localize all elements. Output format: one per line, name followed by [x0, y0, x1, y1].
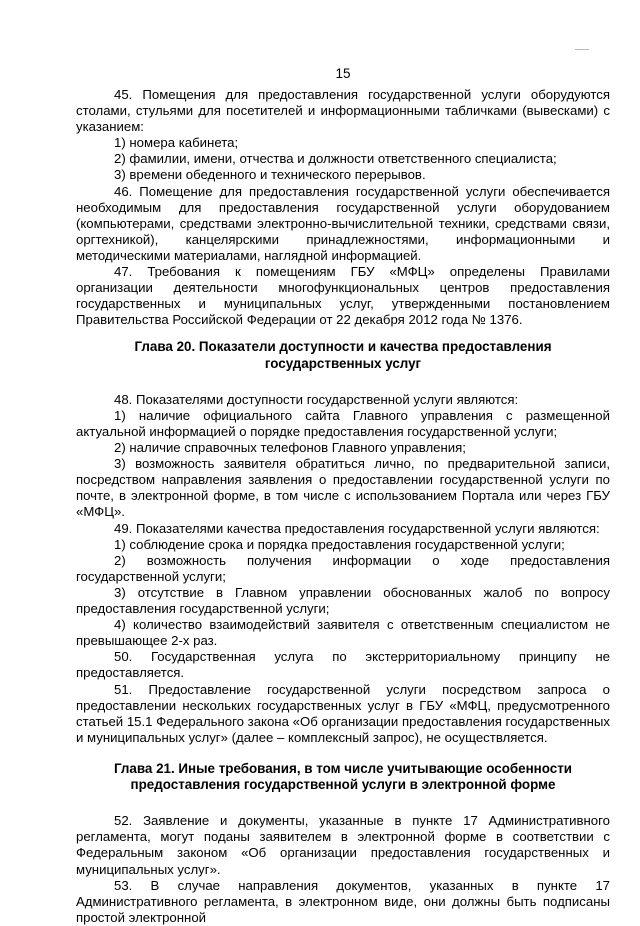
list-item: 1) номера кабинета;: [114, 135, 239, 151]
list-item: 2) фамилии, имени, отчества и должности ответственного специалиста;: [114, 151, 557, 167]
chapter-20-heading: Глава 20. Показатели доступности и качества предоставления государственных услуг: [134, 339, 552, 371]
paragraph-51: 51. Предоставление государственной услуги посредством запроса о предоставлении нескольких государственных услуг в ГБУ «МФЦ, предусмотренного статьей 15.1 Федерального закона «Об организации предоставления государственных и муниципальных услуг» (далее – комплексный запрос), не осуществляется.: [76, 681, 610, 745]
paragraph-46: 46. Помещение для предоставления государственной услуги обеспечивается необходимым для предоставления государственной услуги оборудованием (компьютерами, средствами электронно-вычислительной техники, средствами связи, оргтехникой), канцелярскими принадлежностями, информационными и методическими материалами, наглядной информацией.: [76, 183, 610, 263]
scan-mark: [575, 49, 589, 50]
paragraph-48: 48. Показателями доступности государственной услуги являются:: [114, 391, 519, 407]
list-item: 2) возможность получения информации о ходе предоставления государственной услуги;: [76, 552, 610, 584]
list-item: 3) возможность заявителя обратиться лично, по предварительной записи, посредством направления заявления о предоставлении государственной услуги по почте, в электронной форме, в том числе с использованием Портала или через ГБУ «МФЦ».: [76, 456, 610, 520]
page-number: 15: [335, 66, 351, 81]
list-item: 4) количество взаимодействий заявителя с ответственным специалистом не превышающее 2-х раз.: [76, 617, 610, 649]
paragraph-53: 53. В случае направления документов, указанных в пункте 17 Административного регламента, в электронном виде, они должны быть подписаны простой электронной: [76, 877, 610, 925]
paragraph-45: 45. Помещения для предоставления государственной услуги оборудуются столами, стульями для посетителей и информационными табличками (вывесками) с указанием:: [76, 87, 610, 135]
paragraph-50: 50. Государственная услуга по экстерриториальному принципу не предоставляется.: [76, 649, 610, 681]
list-item: 3) времени обеденного и технического перерывов.: [114, 167, 426, 183]
chapter-21-heading: Глава 21. Иные требования, в том числе учитывающие особенности предоставления государственной услуги в электронной форме: [113, 760, 573, 793]
list-item: 3) отсутствие в Главном управлении обоснованных жалоб по вопросу предоставления государственной услуги;: [76, 584, 610, 617]
list-item: 2) наличие справочных телефонов Главного управления;: [114, 440, 466, 456]
list-item: 1) наличие официального сайта Главного управления с размещенной актуальной информацией о порядке предоставления государственной услуги;: [76, 407, 610, 439]
list-item: 1) соблюдение срока и порядка предоставления государственной услуги;: [114, 536, 565, 552]
paragraph-47: 47. Требования к помещениям ГБУ «МФЦ» определены Правилами организации деятельности многофункциональных центров предоставления государственных и муниципальных услуг, утвержденными постановлением Правительства Российской Федерации от 22 декабря 2012 года № 1376.: [76, 264, 610, 328]
paragraph-52: 52. Заявление и документы, указанные в пункте 17 Административного регламента, могут поданы заявителем в электронной форме в соответствии с Федеральным законом «Об организации предоставления государственных и муниципальных услуг».: [76, 813, 610, 877]
paragraph-49: 49. Показателями качества предоставления государственной услуги являются:: [114, 520, 600, 536]
